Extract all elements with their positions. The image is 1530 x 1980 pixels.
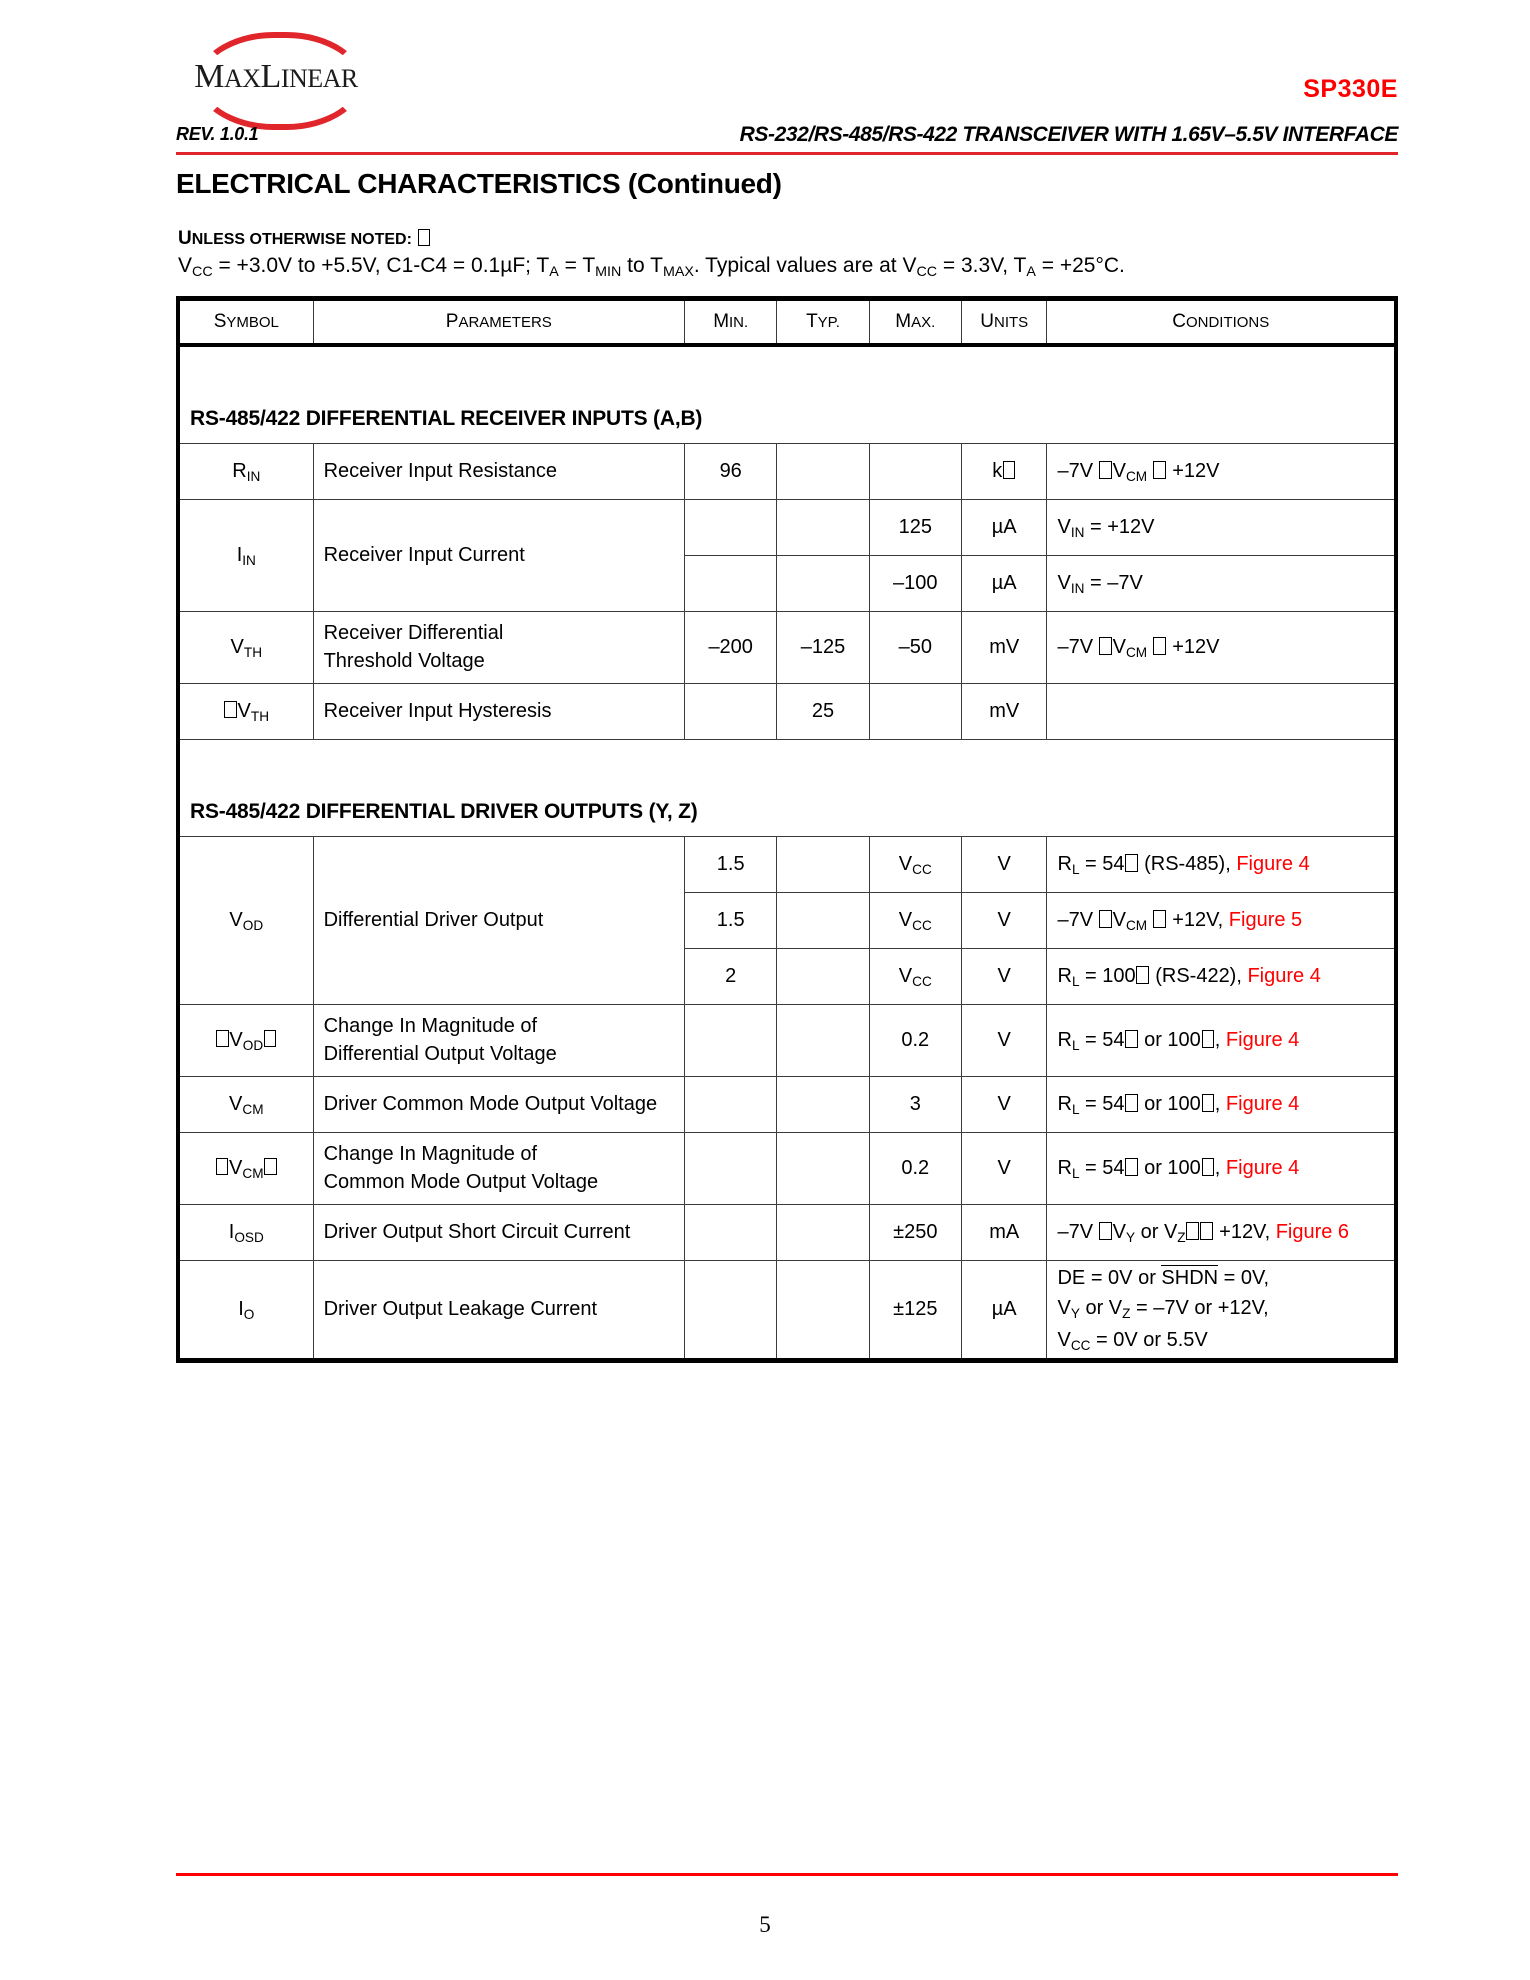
cell-parameter-line1: Change In Magnitude of [323,1142,538,1165]
cell-symbol: $V_{OD}$ [178,1005,313,1077]
cell-max: –50 [869,612,961,684]
cell-max: ±250 [869,1205,961,1261]
cell-symbol: $V_{CM}$ [178,1077,313,1133]
cell-typ [777,1205,869,1261]
cell-parameter-line2: Threshold Voltage [323,649,485,672]
cell-min [685,1005,777,1077]
cell-max: ±125 [869,1261,961,1361]
conditions-label-cap: U [178,228,192,249]
cell-min: 2 [685,949,777,1005]
lte-glyph-icon [1153,461,1165,479]
footer-divider [176,1873,1398,1876]
cell-symbol: $R_{IN}$ [178,444,313,500]
cell-units: mV [961,684,1047,740]
cell-symbol: $I_O$ [178,1261,313,1361]
hdr-rest: ONDITIONS [1185,314,1270,331]
cell-max: $V_{CC}$ [869,949,961,1005]
cell-min: 96 [685,444,777,500]
cell-typ: 25 [777,684,869,740]
cell-symbol: $I_{OSD}$ [178,1205,313,1261]
lte-glyph-icon [1099,910,1111,928]
abs-delta-glyph-icon [216,1030,228,1048]
lte-glyph-icon [1186,1222,1198,1240]
cell-min [685,556,777,612]
cell-typ [777,1261,869,1361]
cell-units: V [961,949,1047,1005]
hdr-cap: C [1172,311,1186,332]
figure-reference[interactable]: Figure 6 [1275,1220,1350,1243]
page-number: 5 [759,1912,771,1937]
cell-typ [777,1005,869,1077]
ohm-glyph-icon [1202,1158,1214,1176]
hdr-rest: YP. [817,314,840,331]
ohm-glyph-icon [1003,461,1015,479]
cell-min [685,1261,777,1361]
cell-conditions: $R_L = 54$ (RS-485), Figure 4 [1047,837,1396,893]
table-section-heading-row [178,740,1396,837]
cell-parameter-line1: Receiver Differential [323,621,504,644]
column-header-max [869,299,961,346]
lte-glyph-icon [1200,1222,1212,1240]
cell-max: 0.2 [869,1133,961,1205]
cell-max: $V_{CC}$ [869,837,961,893]
conditions-text: $V_{CC} = +3.0V$ to +5.5V, C1-C4 = 0.1µF; $T_A = T_{MIN}$ to $T_{MAX}$. Typical values are at $V_{CC} = 3.3V$, $T_A = +25^\circ C$. [178,254,1125,280]
cell-units: V [961,1005,1047,1077]
cell-parameter: Driver Output Leakage Current [313,1261,684,1361]
section-heading-driver-outputs: RS-485/422 DIFFERENTIAL DRIVER OUTPUTS (Y, Z) [178,740,1396,837]
delta-glyph-icon [224,701,236,719]
ohm-glyph-icon [1202,1030,1214,1048]
table-row [178,444,1396,500]
cell-conditions-line1 [1057,1265,1269,1289]
cell-parameter: Receiver Input Resistance [313,444,684,500]
lte-glyph-icon [1153,910,1165,928]
hdr-cap: U [980,311,994,332]
cell-conditions: $R_L = 54$ or 100 , Figure 4 [1047,1133,1396,1205]
cell-min: 1.5 [685,837,777,893]
cell-typ [777,444,869,500]
hdr-rest: NITS [993,314,1029,331]
cell-typ [777,500,869,556]
figure-reference[interactable]: Figure 5 [1228,908,1303,931]
cond-eq-text: = 0V, [1218,1267,1270,1290]
cell-units: µA [961,1261,1047,1361]
table-row [178,1133,1396,1205]
cell-min [685,684,777,740]
hdr-rest: IN. [729,314,749,331]
shdn-overline-label: SHDN [1161,1267,1219,1290]
column-header-symbol [178,299,313,346]
ohm-glyph-icon [1125,854,1137,872]
hdr-cap: T [806,311,818,332]
table-row [178,1005,1396,1077]
column-header-typ [777,299,869,346]
table-row [178,500,1396,556]
cell-conditions: $V_{IN} = -7V$ [1047,556,1396,612]
cell-typ: –125 [777,612,869,684]
cell-symbol: $V_{OD}$ [178,837,313,1005]
cell-units: mA [961,1205,1047,1261]
table-row [178,1261,1396,1361]
cell-max: 0.2 [869,1005,961,1077]
cell-conditions: –7V $V_{CM} +12V$ [1047,612,1396,684]
lte-glyph-icon [1099,637,1111,655]
hdr-rest: YMBOL [226,314,279,331]
cell-typ [777,1077,869,1133]
cell-symbol: $I_{IN}$ [178,500,313,612]
ohm-glyph-icon [1125,1030,1137,1048]
conditions-label-rest: NLESS OTHERWISE NOTED: [191,231,412,248]
cell-parameter [313,612,684,684]
ohm-glyph-icon [1202,1094,1214,1112]
hdr-rest: AX. [911,314,936,331]
cell-conditions [1047,1261,1396,1361]
column-header-units [961,299,1047,346]
cell-units: µA [961,500,1047,556]
cell-parameter-line2: Differential Output Voltage [323,1042,557,1065]
table-row [178,1077,1396,1133]
cell-units: V [961,1133,1047,1205]
cell-parameter [313,1133,684,1205]
cell-max [869,684,961,740]
figure-reference[interactable]: Figure 4 [1225,1156,1300,1179]
logo-wordmark: MAXLINEAR [194,58,358,95]
table-header-row [178,299,1396,346]
cell-min: 1.5 [685,893,777,949]
cell-typ [777,1133,869,1205]
cell-typ [777,556,869,612]
cell-units: V [961,837,1047,893]
part-number: SP330E [1303,75,1398,103]
abs-glyph-icon [264,1158,276,1176]
cell-units: k [961,444,1047,500]
cond-de-text: DE = 0V or [1057,1267,1162,1290]
cell-conditions: $R_L = 54$ or 100 , Figure 4 [1047,1077,1396,1133]
cell-symbol: $V_{TH}$ [178,684,313,740]
hdr-cap: M [895,311,912,332]
lte-glyph-icon [1099,461,1111,479]
cell-typ [777,893,869,949]
cell-parameter: Driver Output Short Circuit Current [313,1205,684,1261]
cell-units: V [961,893,1047,949]
cell-conditions: –7V $V_{CM} +12V$ [1047,444,1396,500]
hdr-cap: S [213,311,227,332]
document-title: RS-232/RS-485/RS-422 TRANSCEIVER WITH 1.65V–5.5V INTERFACE [739,123,1398,146]
table-row [178,684,1396,740]
table-row [178,837,1396,893]
figure-reference[interactable]: Figure 4 [1225,1092,1300,1115]
cell-parameter: Driver Common Mode Output Voltage [313,1077,684,1133]
cell-typ [777,949,869,1005]
table-row [178,612,1396,684]
cell-parameter-line1: Change In Magnitude of [323,1014,538,1037]
revision-label: REV. 1.0.1 [176,124,259,144]
maxlinear-logo [176,28,376,118]
cell-conditions [1047,684,1396,740]
cell-parameter-line2: Common Mode Output Voltage [323,1170,599,1193]
abs-delta-glyph-icon [216,1158,228,1176]
cell-symbol: $V_{TH}$ [178,612,313,684]
cell-min: –200 [685,612,777,684]
hdr-cap: P [445,311,459,332]
column-header-conditions [1047,299,1396,346]
cell-symbol: $V_{CM}$ [178,1133,313,1205]
hdr-rest: ARAMETERS [458,314,552,331]
cell-min [685,1133,777,1205]
section-heading-receiver-inputs: RS-485/422 DIFFERENTIAL RECEIVER INPUTS (A,B) [178,345,1396,444]
cell-conditions: $V_{IN} = +12V$ [1047,500,1396,556]
figure-reference[interactable]: Figure 4 [1236,852,1310,875]
lte-glyph-icon [1099,1222,1111,1240]
cell-units: V [961,1077,1047,1133]
cell-parameter [313,1005,684,1077]
lte-glyph-icon [1153,637,1165,655]
page-title: ELECTRICAL CHARACTERISTICS (Continued) [176,168,782,199]
column-header-parameters [313,299,684,346]
cell-max [869,444,961,500]
cell-units: µA [961,556,1047,612]
cell-conditions-line3: $V_{CC} = 0V$ or 5.5V [1057,1328,1208,1353]
cell-min [685,1077,777,1133]
cell-parameter: Receiver Input Current [313,500,684,612]
figure-reference[interactable]: Figure 4 [1225,1028,1300,1051]
cell-min [685,500,777,556]
table-row [178,1205,1396,1261]
hdr-cap: M [713,311,730,332]
conditions-label [178,228,430,250]
cell-conditions: –7V $V_{CM} +12V$, Figure 5 [1047,893,1396,949]
cell-conditions: $R_L = 100$ (RS-422), Figure 4 [1047,949,1396,1005]
cell-conditions: –7V $V_Y$ or $V_Z +12V$, Figure 6 [1047,1205,1396,1261]
cell-parameter: Differential Driver Output [313,837,684,1005]
table-section-heading-row [178,345,1396,444]
ohm-glyph-icon [1125,1094,1137,1112]
column-header-min [685,299,777,346]
cell-max: 125 [869,500,961,556]
cell-max: 3 [869,1077,961,1133]
cell-units: mV [961,612,1047,684]
cell-max: –100 [869,556,961,612]
cell-parameter: Receiver Input Hysteresis [313,684,684,740]
ohm-glyph-icon [1125,1158,1137,1176]
electrical-characteristics-table [176,296,1398,1363]
abs-glyph-icon [264,1030,276,1048]
missing-glyph-icon [418,229,430,246]
cell-typ [777,837,869,893]
ohm-glyph-icon [1136,966,1148,984]
cell-conditions: $R_L = 54$ or 100 , Figure 4 [1047,1005,1396,1077]
figure-reference[interactable]: Figure 4 [1247,964,1321,987]
cell-min [685,1205,777,1261]
page-header [0,0,1530,150]
cell-max: $V_{CC}$ [869,893,961,949]
cell-conditions-line2: $V_Y$ or $V_Z = -7V$ or +12V, [1057,1297,1269,1322]
header-divider [176,152,1398,155]
